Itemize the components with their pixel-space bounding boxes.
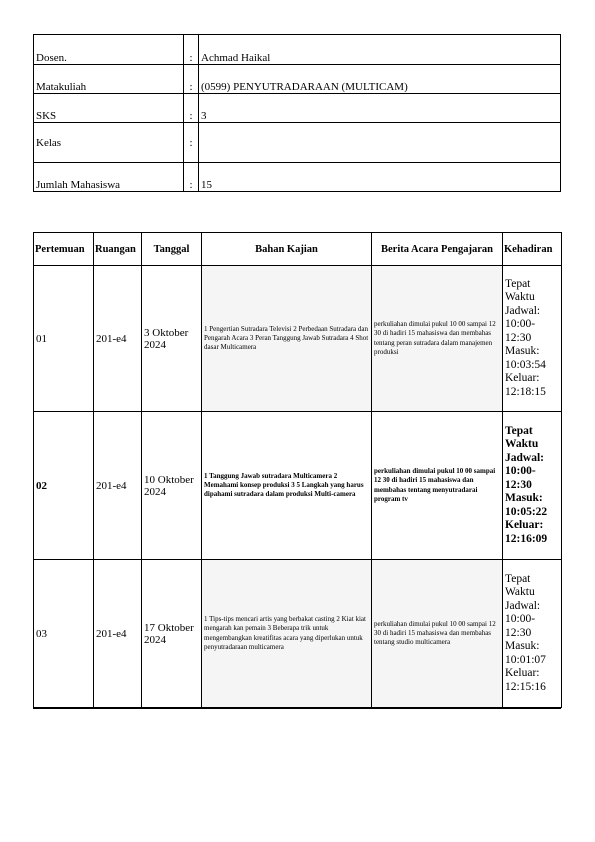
kehadiran-status: Tepat Waktu	[505, 572, 535, 599]
kehadiran-jadwal-label: Jadwal:	[505, 304, 541, 317]
matakuliah-value: (0599) PENYUTRADARAAN (MULTICAM)	[199, 65, 561, 94]
dosen-label: Dosen.	[34, 35, 184, 65]
cell-bahan-kajian: 1 Tips-tips mencari artis yang berbakat casting 2 Kiat kiat mengarah kan pemain 3 Beberapa trik untuk mengembangkan kreatifitas acara yang diperlukan untuk penyutradaraan multicamera	[202, 560, 372, 708]
sks-value: 3	[199, 94, 561, 123]
table-row	[34, 560, 562, 708]
table-row	[34, 266, 562, 412]
kehadiran-status: Tepat Waktu	[505, 277, 535, 304]
kelas-separator: :	[184, 123, 199, 163]
cell-kehadiran	[503, 266, 562, 412]
attendance-table	[33, 232, 562, 708]
kehadiran-status: Tepat Waktu	[505, 424, 539, 451]
cell-berita-acara: perkuliahan dimulai pukul 10 00 sampai 12 30 di hadiri 15 mahasiswa dan membahas tentang peran sutradara dalam manajemen produksi	[372, 266, 503, 412]
cell-pertemuan: 02	[34, 412, 94, 560]
kehadiran-masuk-time: 10:05:22	[505, 505, 548, 518]
kelas-label: Kelas	[34, 123, 184, 163]
kehadiran-jadwal-start: 10:00-	[505, 465, 536, 478]
cell-ruangan: 201-e4	[94, 266, 142, 412]
course-info-table	[33, 34, 561, 192]
cell-berita-acara: perkuliahan dimulai pukul 10 00 sampai 12 30 di hadiri 15 mahasiswa dan membahas tentang menyutradarai program tv	[372, 412, 503, 560]
kehadiran-masuk-label: Masuk:	[505, 640, 540, 653]
kehadiran-masuk-label: Masuk:	[505, 492, 543, 505]
kehadiran-masuk-time: 10:03:54	[505, 358, 546, 371]
table-row	[34, 412, 562, 560]
info-row-jumlah	[34, 163, 561, 192]
info-row-sks	[34, 94, 561, 123]
header-ruangan: Ruangan	[94, 233, 142, 266]
jumlah-separator: :	[184, 163, 199, 192]
kehadiran-keluar-time: 12:16:09	[505, 532, 548, 545]
header-bahan-kajian: Bahan Kajian	[202, 233, 372, 266]
kehadiran-keluar-label: Keluar:	[505, 372, 540, 385]
kehadiran-keluar-label: Keluar:	[505, 667, 540, 680]
kehadiran-keluar-time: 12:15:16	[505, 680, 546, 693]
kehadiran-keluar-label: Keluar:	[505, 519, 544, 532]
kehadiran-jadwal-label: Jadwal:	[505, 451, 544, 464]
kehadiran-jadwal-end: 12:30	[505, 478, 532, 491]
kehadiran-keluar-time: 12:18:15	[505, 385, 546, 398]
matakuliah-label: Matakuliah	[34, 65, 184, 94]
jumlah-label: Jumlah Mahasiswa	[34, 163, 184, 192]
kelas-value	[199, 123, 561, 163]
info-row-kelas	[34, 123, 561, 163]
kehadiran-jadwal-start: 10:00-	[505, 613, 536, 626]
kehadiran-jadwal-label: Jadwal:	[505, 599, 541, 612]
cell-tanggal: 10 Oktober 2024	[142, 412, 202, 560]
info-row-matakuliah	[34, 65, 561, 94]
cell-tanggal: 17 Oktober 2024	[142, 560, 202, 708]
kehadiran-jadwal-start: 10:00-	[505, 318, 536, 331]
dosen-value: Achmad Haikal	[199, 35, 561, 65]
table-bottom-border	[33, 708, 561, 709]
sks-label: SKS	[34, 94, 184, 123]
cell-ruangan: 201-e4	[94, 560, 142, 708]
cell-pertemuan: 01	[34, 266, 94, 412]
cell-kehadiran	[503, 412, 562, 560]
cell-pertemuan: 03	[34, 560, 94, 708]
cell-ruangan: 201-e4	[94, 412, 142, 560]
header-kehadiran: Kehadiran	[503, 233, 562, 266]
attendance-header-row	[34, 233, 562, 266]
header-pertemuan: Pertemuan	[34, 233, 94, 266]
kehadiran-masuk-label: Masuk:	[505, 345, 540, 358]
dosen-separator: :	[184, 35, 199, 65]
header-berita-acara: Berita Acara Pengajaran	[372, 233, 503, 266]
cell-berita-acara: perkuliahan dimulai pukul 10 00 sampai 12 30 di hadiri 15 mahasiswa dan membahas tentang studio multicamera	[372, 560, 503, 708]
kehadiran-jadwal-end: 12:30	[505, 331, 532, 344]
cell-bahan-kajian: 1 Tanggung Jawab sutradara Multicamera 2 Memahami konsep produksi 3 5 Langkah yang harus dipahami sutradara dalam produksi Multi-camera	[202, 412, 372, 560]
cell-bahan-kajian: 1 Pengertian Sutradara Televisi 2 Perbedaan Sutradara dan Pengarah Acara 3 Peran Tanggung Jawab Sutradara 4 Shot dasar Multicamera	[202, 266, 372, 412]
matakuliah-separator: :	[184, 65, 199, 94]
header-tanggal: Tanggal	[142, 233, 202, 266]
sks-separator: :	[184, 94, 199, 123]
kehadiran-jadwal-end: 12:30	[505, 626, 532, 639]
kehadiran-masuk-time: 10:01:07	[505, 653, 546, 666]
cell-kehadiran	[503, 560, 562, 708]
cell-tanggal: 3 Oktober 2024	[142, 266, 202, 412]
info-row-dosen	[34, 35, 561, 65]
jumlah-value: 15	[199, 163, 561, 192]
